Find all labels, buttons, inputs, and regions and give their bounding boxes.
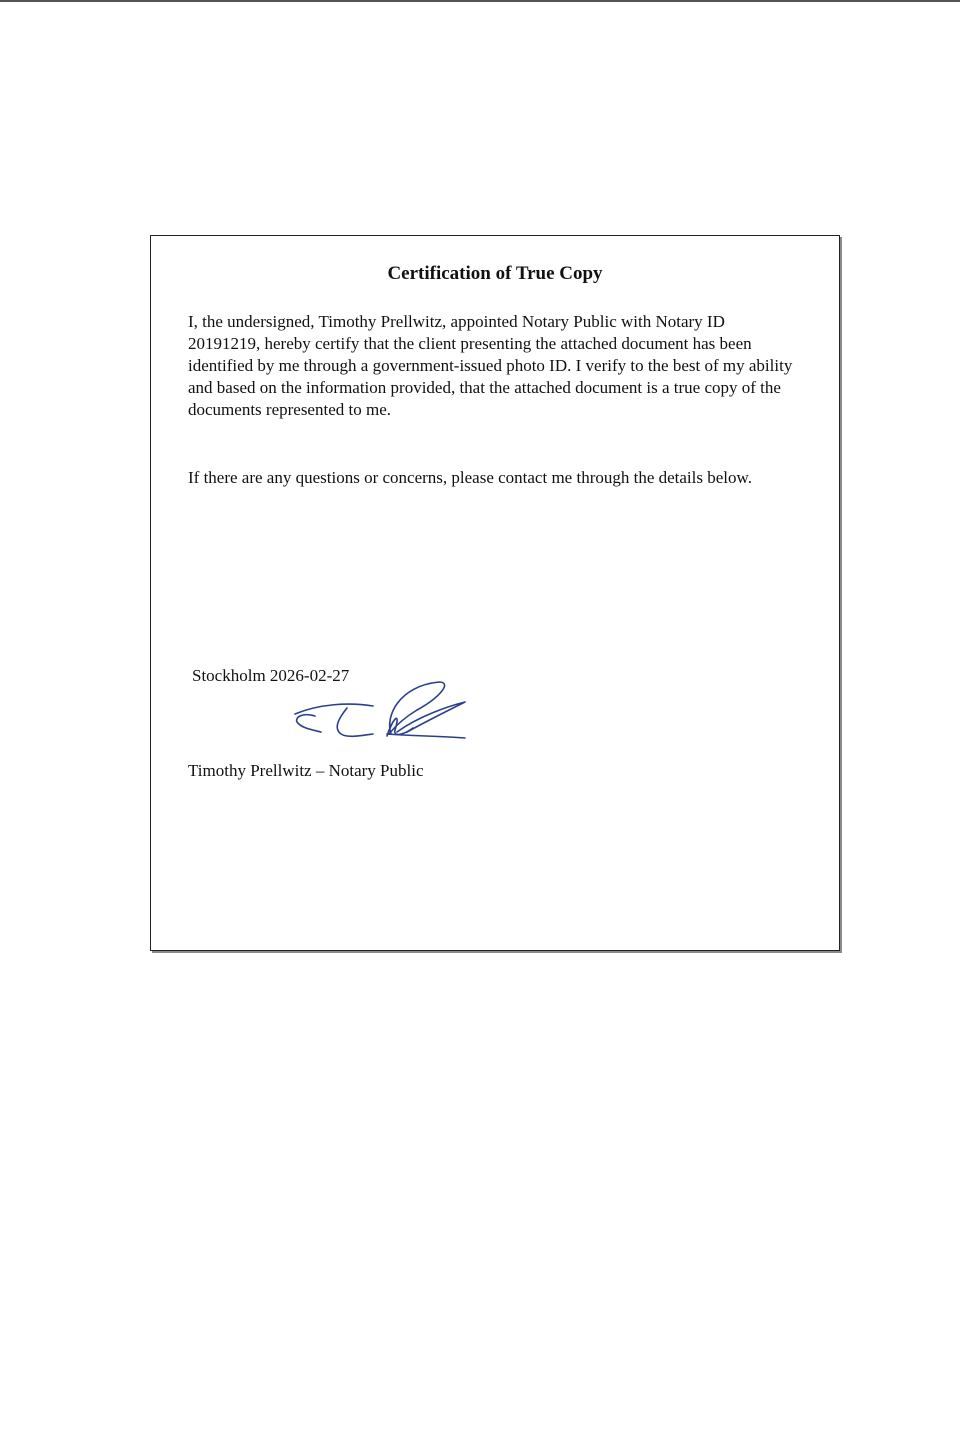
signer-name-title: Timothy Prellwitz – Notary Public (188, 761, 424, 780)
signature-icon (289, 676, 469, 754)
certification-paragraph: I, the undersigned, Timothy Prellwitz, appointed Notary Public with Notary ID 20191219, hereby certify that the client presenting the attached document has been identified by me through a government-issued photo ID. I verify to the best of my ability and based on the information provided, that the attached document is a true copy of the documents represented to me. (188, 312, 793, 419)
top-border-line (0, 0, 960, 2)
document-title: Certification of True Copy (387, 263, 603, 284)
certification-box (150, 235, 840, 951)
contact-paragraph: If there are any questions or concerns, please contact me through the details below. (188, 468, 752, 487)
place-and-date: Stockholm 2026-02-27 (192, 666, 350, 685)
